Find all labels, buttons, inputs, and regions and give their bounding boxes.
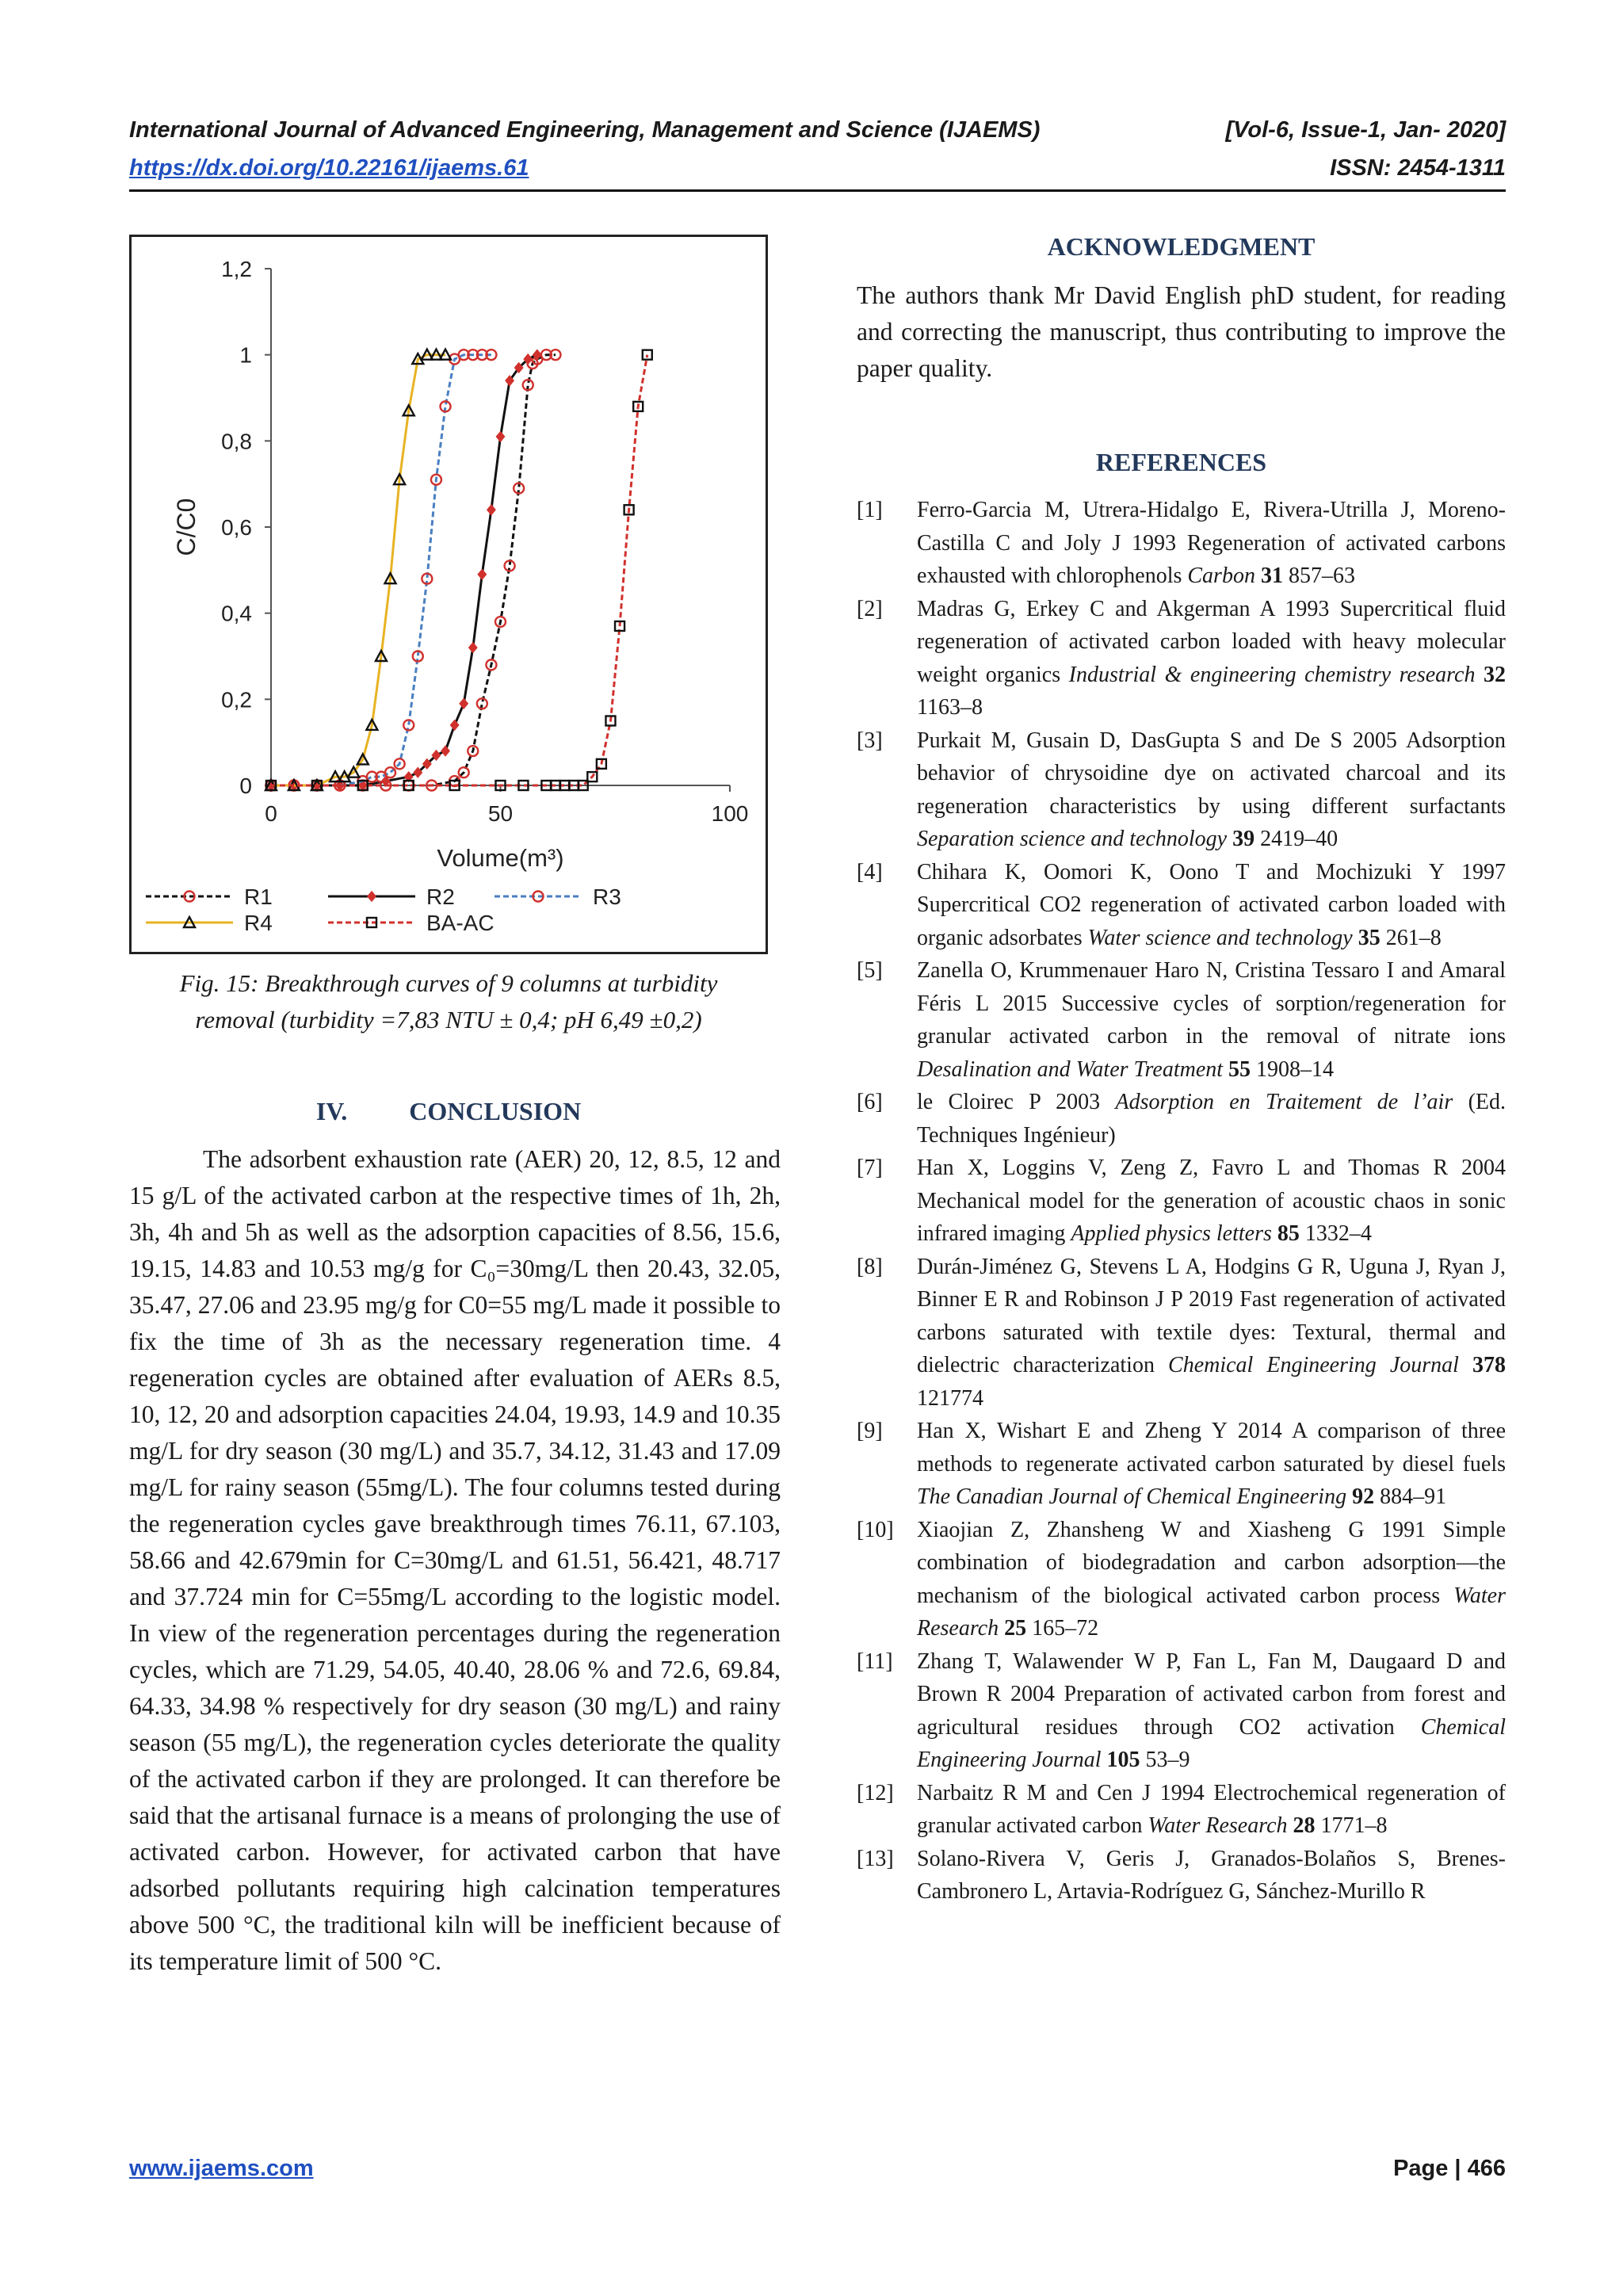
references-heading: REFERENCES [1095,448,1267,476]
reference-number: [3] [857,728,883,753]
legend-label-r1: R1 [244,884,273,909]
reference-journal: Adsorption en Traitement de l’air [1115,1090,1453,1114]
reference-number: [6] [857,1090,883,1114]
reference-volume: 32 [1484,662,1506,687]
reference-item [857,1415,1506,1514]
reference-volume: 31 [1260,563,1283,588]
reference-volume: 39 [1232,827,1255,851]
reference-authors-title: le Cloirec P 2003 [917,1090,1116,1114]
running-header-line2 [129,155,1506,187]
data-point-r2 [451,720,459,730]
reference-authors-title: Han X, Loggins V, Zeng Z, Favro L and Thomas R 2004 Mechanical model for the generation of acoustic chaos in sonic infrared imaging [917,1156,1506,1246]
running-header [129,117,1506,149]
y-axis-label: C/C0 [172,498,200,556]
reference-number: [13] [857,1846,894,1871]
series-line-r2 [271,355,537,785]
reference-pages: 165–72 [1026,1616,1099,1641]
reference-journal: Water science and technology [1087,925,1353,950]
reference-item [857,856,1506,955]
reference-pages: 1332–4 [1299,1221,1372,1246]
reference-volume: 55 [1228,1056,1251,1082]
reference-list [857,494,1506,1908]
reference-journal: The Canadian Journal of Chemical Engineering [917,1484,1347,1509]
reference-authors-title: Chihara K, Oomori K, Oono T and Mochizuki Y 1997 Supercritical CO2 regeneration of activated carbon loaded with organic adsorbates [917,859,1506,950]
reference-number: [12] [857,1780,894,1805]
figure-15 [129,235,768,954]
website-link[interactable]: www.ijaems.com [129,2156,314,2181]
reference-journal: Separation science and technology [917,827,1228,851]
reference-authors-title: Zanella O, Krummenauer Haro N, Cristina Tessaro I and Amaral Féris L 2015 Successive cycles of sorption/regeneration for granular activated carbon in the removal of nitrate ions [917,958,1506,1049]
section-title: CONCLUSION [409,1097,582,1125]
reference-journal: Desalination and Water Treatment [917,1056,1224,1082]
reference-volume: 85 [1277,1221,1300,1246]
reference-journal: Applied physics letters [1071,1221,1272,1246]
reference-number: [9] [857,1419,883,1443]
reference-number: [2] [857,596,883,621]
reference-item [857,1152,1506,1251]
caption-line-2: removal (turbidity =7,83 NTU ± 0,4; pH 6,49 ±0,2) [195,1006,702,1033]
reference-authors-title: Solano-Rivera V, Geris J, Granados-Bolaños S, Brenes-Cambronero L, Artavia-Rodríguez G, Sánchez-Murillo R [917,1846,1506,1904]
breakthrough-chart [132,237,766,952]
reference-pages: 1163–8 [917,695,983,720]
y-tick-label: 0,8 [221,429,252,454]
data-point-r2 [487,505,495,514]
data-point-r2 [497,432,505,441]
journal-title: International Journal of Advanced Engineering, Management and Science (IJAEMS) [129,117,1041,143]
reference-volume: 28 [1293,1813,1316,1838]
reference-item [857,954,1506,1086]
page-number: Page | 466 [1393,2156,1506,2181]
conclusion-text: The adsorbent exhaustion rate (AER) 20, 12, 8.5, 12 and 15 g/L of the activated carbon at the respective times of 1h, 2h, 3h, 4h and 5h as well as the adsorption capacities of 8.56, 15.6, 19.15, 14.83 and 10.53 mg/g for C₀=30mg/L then 20.43, 32.05, 35.47, 27.06 and 23.95 mg/g for C0=55 mg/L made it possible to fix the time of 3h as the necessary regeneration time. 4 regeneration cycles are obtained after evaluation of AERs 8.5, 10, 12, 20 and adsorption capacities 24.04, 19.93, 14.9 and 10.35 mg/L for dry season (30 mg/L) and 35.7, 34.12, 31.43 and 17.09 mg/L for rainy season (55mg/L). The four columns tested during the regeneration cycles gave breakthrough times 76.11, 67.103, 58.66 and 42.679min for C=30mg/L and 61.51, 56.421, 48.717 and 37.724 min for C=55mg/L according to the logistic model. In view of the regeneration percentages during the regeneration cycles, which are 71.29, 54.05, 40.40, 28.06 % and 72.6, 69.84, 64.33, 34.98 % respectively for dry season (30 mg/L) and rainy season (55 mg/L), the regeneration cycles deteriorate the quality of the activated carbon if they are prolonged. It can therefore be said that the artisanal furnace is a means of prolonging the use of activated carbon. However, for activated carbon that have adsorbed pollutants requiring high calcination temperatures above 500 °C, the traditional kiln will be inefficient because of its temperature limit of 500 °C. [129,1145,781,1975]
y-tick-label: 0,2 [221,687,252,712]
reference-number: [5] [857,958,883,983]
reference-volume: 35 [1358,925,1381,950]
x-axis-label: Volume(m³) [437,844,564,872]
reference-number: [4] [857,859,883,884]
reference-volume: 378 [1472,1353,1507,1377]
reference-item [857,593,1506,724]
issn: ISSN: 2454-1311 [1330,155,1506,181]
reference-item [857,1843,1506,1908]
reference-authors-title: Han X, Wishart E and Zheng Y 2014 A comparison of three methods to regenerate activated carbon saturated by diesel fuels [917,1419,1506,1477]
x-tick-label: 0 [265,801,277,826]
reference-authors-title: Ferro-Garcia M, Utrera-Hidalgo E, Rivera-Utrilla J, Moreno-Castilla C and Joly J 1993 Regeneration of activated carbons exhausted with chlorophenols [917,498,1506,588]
legend-label-r3: R3 [593,884,621,909]
reference-pages: 1908–14 [1251,1056,1335,1082]
reference-journal: Water Research [917,1583,1506,1641]
reference-number: [1] [857,498,883,522]
acknowledgment-heading: ACKNOWLEDGMENT [1047,232,1316,261]
y-tick-label: 0,6 [221,515,252,540]
reference-authors-title: Durán-Jiménez G, Stevens L A, Hodgins G R, Uguna J, Ryan J, Binner E R and Robinson J P 2019 Fast regeneration of activated carbons saturated with textile dyes: Textural, thermal and dielectric characterization [917,1254,1506,1377]
section-number: IV. [315,1097,348,1125]
reference-authors-title: Zhang T, Walawender W P, Fan L, Fan M, Daugaard D and Brown R 2004 Preparation of activated carbon from forest and agricultural residues through CO2 activation [917,1648,1506,1740]
y-tick-label: 1,2 [221,257,252,281]
reference-pages: 2419–40 [1254,827,1338,851]
reference-volume: 105 [1106,1748,1140,1772]
reference-pages: 857–63 [1282,563,1355,588]
data-point-r2 [478,570,486,579]
figure-caption [129,965,768,1038]
reference-number: [8] [857,1254,883,1279]
reference-number: [11] [857,1648,893,1674]
data-point-r2 [441,747,449,756]
x-tick-label: 100 [711,801,749,826]
reference-item [857,1514,1506,1645]
acknowledgment-text: The authors thank Mr David English phD student, for reading and correcting the manuscript, thus contributing to improve the paper quality. [857,281,1506,382]
reference-item [857,1777,1506,1843]
conclusion-heading [129,1097,768,1126]
volume-issue: [Vol-6, Issue-1, Jan- 2020] [1225,117,1506,143]
reference-authors-title: Xiaojian Z, Zhansheng W and Xiasheng G 1991 Simple combination of biodegradation and carbon adsorption—the mechanism of the biological activated carbon process [917,1517,1506,1608]
reference-number: [10] [857,1517,894,1542]
legend-label-r4: R4 [244,911,273,935]
data-point-r2 [469,643,477,652]
reference-pages: 884–91 [1374,1484,1447,1509]
x-tick-label: 50 [487,801,514,826]
reference-item [857,1251,1506,1415]
y-tick-label: 0 [239,774,252,798]
reference-journal: Industrial & engineering chemistry research [1068,662,1476,687]
caption-line-1: Fig. 15: Breakthrough curves of 9 columns at turbidity [179,969,718,997]
data-point-r3 [385,767,395,777]
series-line-ba-ac [271,355,647,785]
reference-item [857,1645,1506,1777]
reference-journal: Water Research [1148,1813,1288,1838]
reference-number: [7] [857,1156,883,1180]
reference-volume: 92 [1352,1484,1375,1509]
y-tick-label: 1 [239,342,252,368]
legend-label-ba-ac: BA-AC [426,911,495,935]
series-line-r4 [271,355,445,785]
reference-item [857,494,1506,593]
legend-label-r2: R2 [426,884,455,909]
reference-item [857,724,1506,856]
series-line-r3 [271,355,491,785]
reference-item [857,1086,1506,1152]
reference-pages: 121774 [917,1385,983,1411]
reference-pages: 53–9 [1140,1748,1190,1772]
reference-journal: Carbon [1187,563,1255,588]
doi-link[interactable]: https://dx.doi.org/10.22161/ijaems.61 [129,155,529,181]
legend-marker-r2 [368,892,376,901]
reference-authors-title: Narbaitz R M and Cen J 1994 Electrochemical regeneration of granular activated carbon [917,1780,1506,1838]
reference-pages: 261–8 [1380,925,1442,950]
reference-journal: Chemical Engineering Journal [917,1714,1506,1772]
data-point-r2 [460,699,468,709]
reference-pages: 1771–8 [1315,1813,1388,1838]
reference-authors-title: Purkait M, Gusain D, DasGupta S and De S 2005 Adsorption behavior of chrysoidine dye on activated charcoal and its regeneration characteristics by using different surfactants [917,728,1506,819]
header-rule [129,189,1506,192]
data-point-ba-ac [643,350,652,360]
reference-volume: 25 [1004,1616,1027,1641]
reference-journal: Chemical Engineering Journal [1168,1353,1459,1377]
reference-pages: (Ed. Techniques Ingénieur) [917,1090,1506,1148]
reference-authors-title: Madras G, Erkey C and Akgerman A 1993 Supercritical fluid regeneration of activated carbon loaded with heavy molecular weight organics [917,596,1506,687]
y-tick-label: 0,4 [221,601,252,626]
